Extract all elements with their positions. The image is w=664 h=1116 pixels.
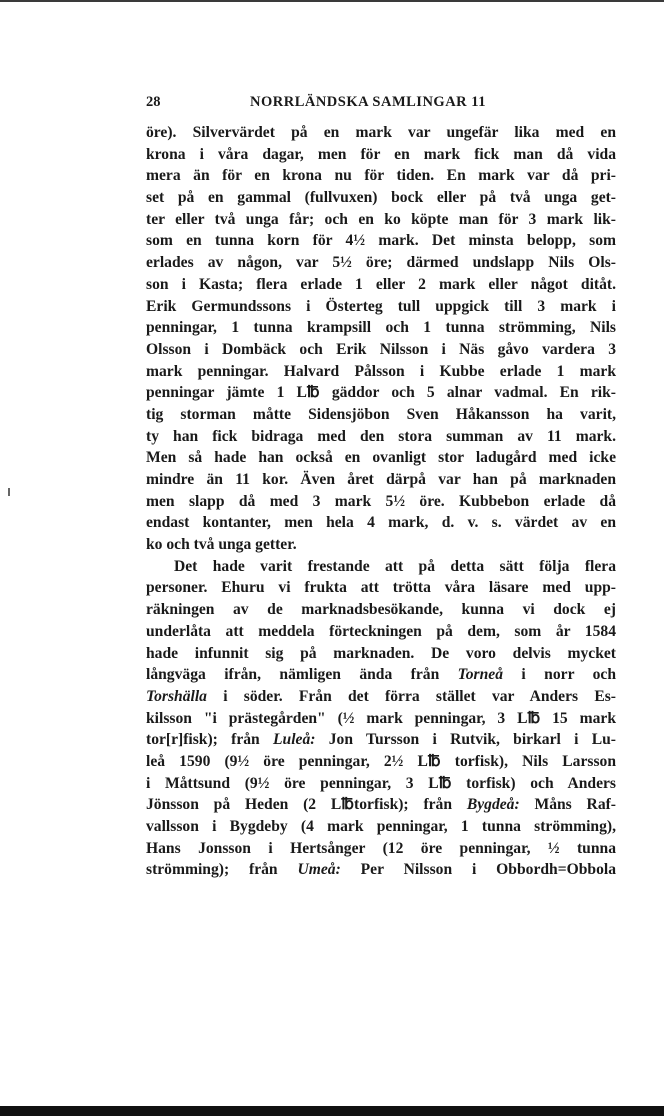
text-line <box>146 621 616 643</box>
text-run: tor[r]fisk); från <box>146 731 274 749</box>
text-line <box>146 708 616 730</box>
text-run: som en tunna korn för 4½ mark. Det minsta belopp, som <box>146 232 616 250</box>
italic-place-name: Luleå: <box>273 731 316 749</box>
scan-edge-top <box>0 0 664 2</box>
text-line <box>146 751 616 773</box>
text-run: Det hade varit frestande att på detta sätt följa flera <box>174 557 616 575</box>
text-run: kilsson "i prästegården" (½ mark penningar, 3 L℔ 15 mark <box>146 709 616 727</box>
text-run: Jon Tursson i Rutvik, birkarl i Lu- <box>315 731 616 749</box>
text-run: ter eller två unga får; och en ko köpte man för 3 mark lik- <box>146 210 616 228</box>
scan-speck <box>8 488 10 496</box>
text-line <box>146 382 616 404</box>
text-line <box>146 534 616 556</box>
text-run: ty han fick bidraga med den stora summan av 11 mark. <box>146 427 616 445</box>
text-run: strömming); från <box>146 861 298 879</box>
text-run: leå 1590 (9½ öre penningar, 2½ L℔ torfisk), Nils Larsson <box>146 752 616 770</box>
text-line <box>146 794 616 816</box>
text-line <box>146 209 616 231</box>
text-run: vallsson i Bygdeby (4 mark penningar, 1 tunna strömming), <box>146 818 616 835</box>
text-run: set på en gammal (fullvuxen) bock eller på två unga get- <box>146 189 616 207</box>
italic-place-name: Umeå: <box>297 861 341 879</box>
text-line <box>146 469 616 491</box>
text-line <box>146 187 616 209</box>
text-run: Men så hade han också en ovanligt stor ladugård med icke <box>146 449 616 467</box>
text-run: underlåta att meddela förteckningen på dem, som år 1584 <box>146 622 616 640</box>
text-line <box>146 165 616 187</box>
text-run: öre). Silvervärdet på en mark var ungefär lika med en <box>146 124 616 141</box>
text-run: erlades av någon, var 5½ öre; därmed undslapp Nils Ols- <box>146 254 616 272</box>
text-run: långväga ifrån, nämligen ända från <box>146 666 458 684</box>
italic-place-name: Bygdeå: <box>466 796 520 814</box>
text-run: i söder. Från det förra stället var Anders Es- <box>206 687 616 705</box>
text-line <box>146 664 616 686</box>
text-run: penningar jämte 1 L℔ gäddor och 5 alnar vadmal. En rik- <box>146 384 616 402</box>
text-line <box>146 729 616 751</box>
text-run: hade infunnit sig på marknaden. De voro delvis mycket <box>146 644 616 662</box>
text-run: Olsson i Dombäck och Erik Nilsson i Näs gåvo vardera 3 <box>146 340 616 358</box>
page-number: 28 <box>146 94 161 110</box>
text-run: i Måttsund (9½ öre penningar, 3 L℔ torfisk) och Anders <box>146 774 616 792</box>
running-title: NORRLÄNDSKA SAMLINGAR 11 <box>250 94 486 110</box>
text-line <box>146 491 616 513</box>
text-run: mindre än 11 kor. Även året därpå var han på marknaden <box>146 471 616 488</box>
text-run: penningar, 1 tunna krampsill och 1 tunna strömming, Nils <box>146 319 616 337</box>
text-run: Erik Germundssons i Österteg tull uppgick till 3 mark i <box>146 297 616 315</box>
text-run: i norr och <box>503 666 616 684</box>
text-run: men slapp då med 3 mark 5½ öre. Kubbebon erlade då <box>146 492 616 510</box>
text-line <box>146 317 616 339</box>
text-line <box>146 816 616 838</box>
text-line <box>146 339 616 361</box>
page-header <box>146 94 616 114</box>
text-line <box>146 599 616 621</box>
text-line <box>146 773 616 795</box>
text-line <box>146 686 616 708</box>
text-run: son i Kasta; flera erlade 1 eller 2 mark eller något ditåt. <box>146 275 616 293</box>
text-run: Hans Jonsson i Hertsånger (12 öre penningar, ½ tunna <box>146 839 616 857</box>
text-run: mera än för en krona nu för tiden. En mark var då pri- <box>146 167 616 185</box>
text-line <box>146 643 616 665</box>
text-run: Per Nilsson i Obbordh=Obbola <box>340 861 617 879</box>
body-text <box>146 122 616 881</box>
text-line <box>146 447 616 469</box>
text-run: Måns Raf- <box>519 796 617 814</box>
text-line <box>146 122 616 144</box>
text-line <box>146 426 616 448</box>
text-line <box>146 361 616 383</box>
text-line <box>146 296 616 318</box>
text-run: mark penningar. Halvard Pålsson i Kubbe erlade 1 mark <box>146 362 616 380</box>
text-line <box>146 556 616 578</box>
text-run: personer. Ehuru vi frukta att trötta våra läsare med upp- <box>146 579 616 597</box>
text-line <box>146 577 616 599</box>
italic-place-name: Torshälla <box>146 687 207 705</box>
text-run: ko och två unga getter. <box>146 536 297 554</box>
scan-edge-bottom <box>0 1106 664 1116</box>
text-run: räkningen av de marknadsbesökande, kunna vi dock ej <box>146 601 616 619</box>
text-run: tig storman måtte Sidensjöbon Sven Håkansson ha varit, <box>146 405 616 423</box>
text-line <box>146 404 616 426</box>
text-run: Jönsson på Heden (2 L℔torfisk); från <box>146 796 467 814</box>
text-line <box>146 144 616 166</box>
text-line <box>146 230 616 252</box>
italic-place-name: Torneå <box>457 666 504 684</box>
text-line <box>146 252 616 274</box>
text-run: endast kontanter, men hela 4 mark, d. v. s. värdet av en <box>146 514 616 532</box>
text-line <box>146 838 616 860</box>
text-line <box>146 274 616 296</box>
text-line <box>146 859 616 881</box>
text-run: krona i våra dagar, men för en mark fick man då vida <box>146 145 616 163</box>
text-line <box>146 512 616 534</box>
